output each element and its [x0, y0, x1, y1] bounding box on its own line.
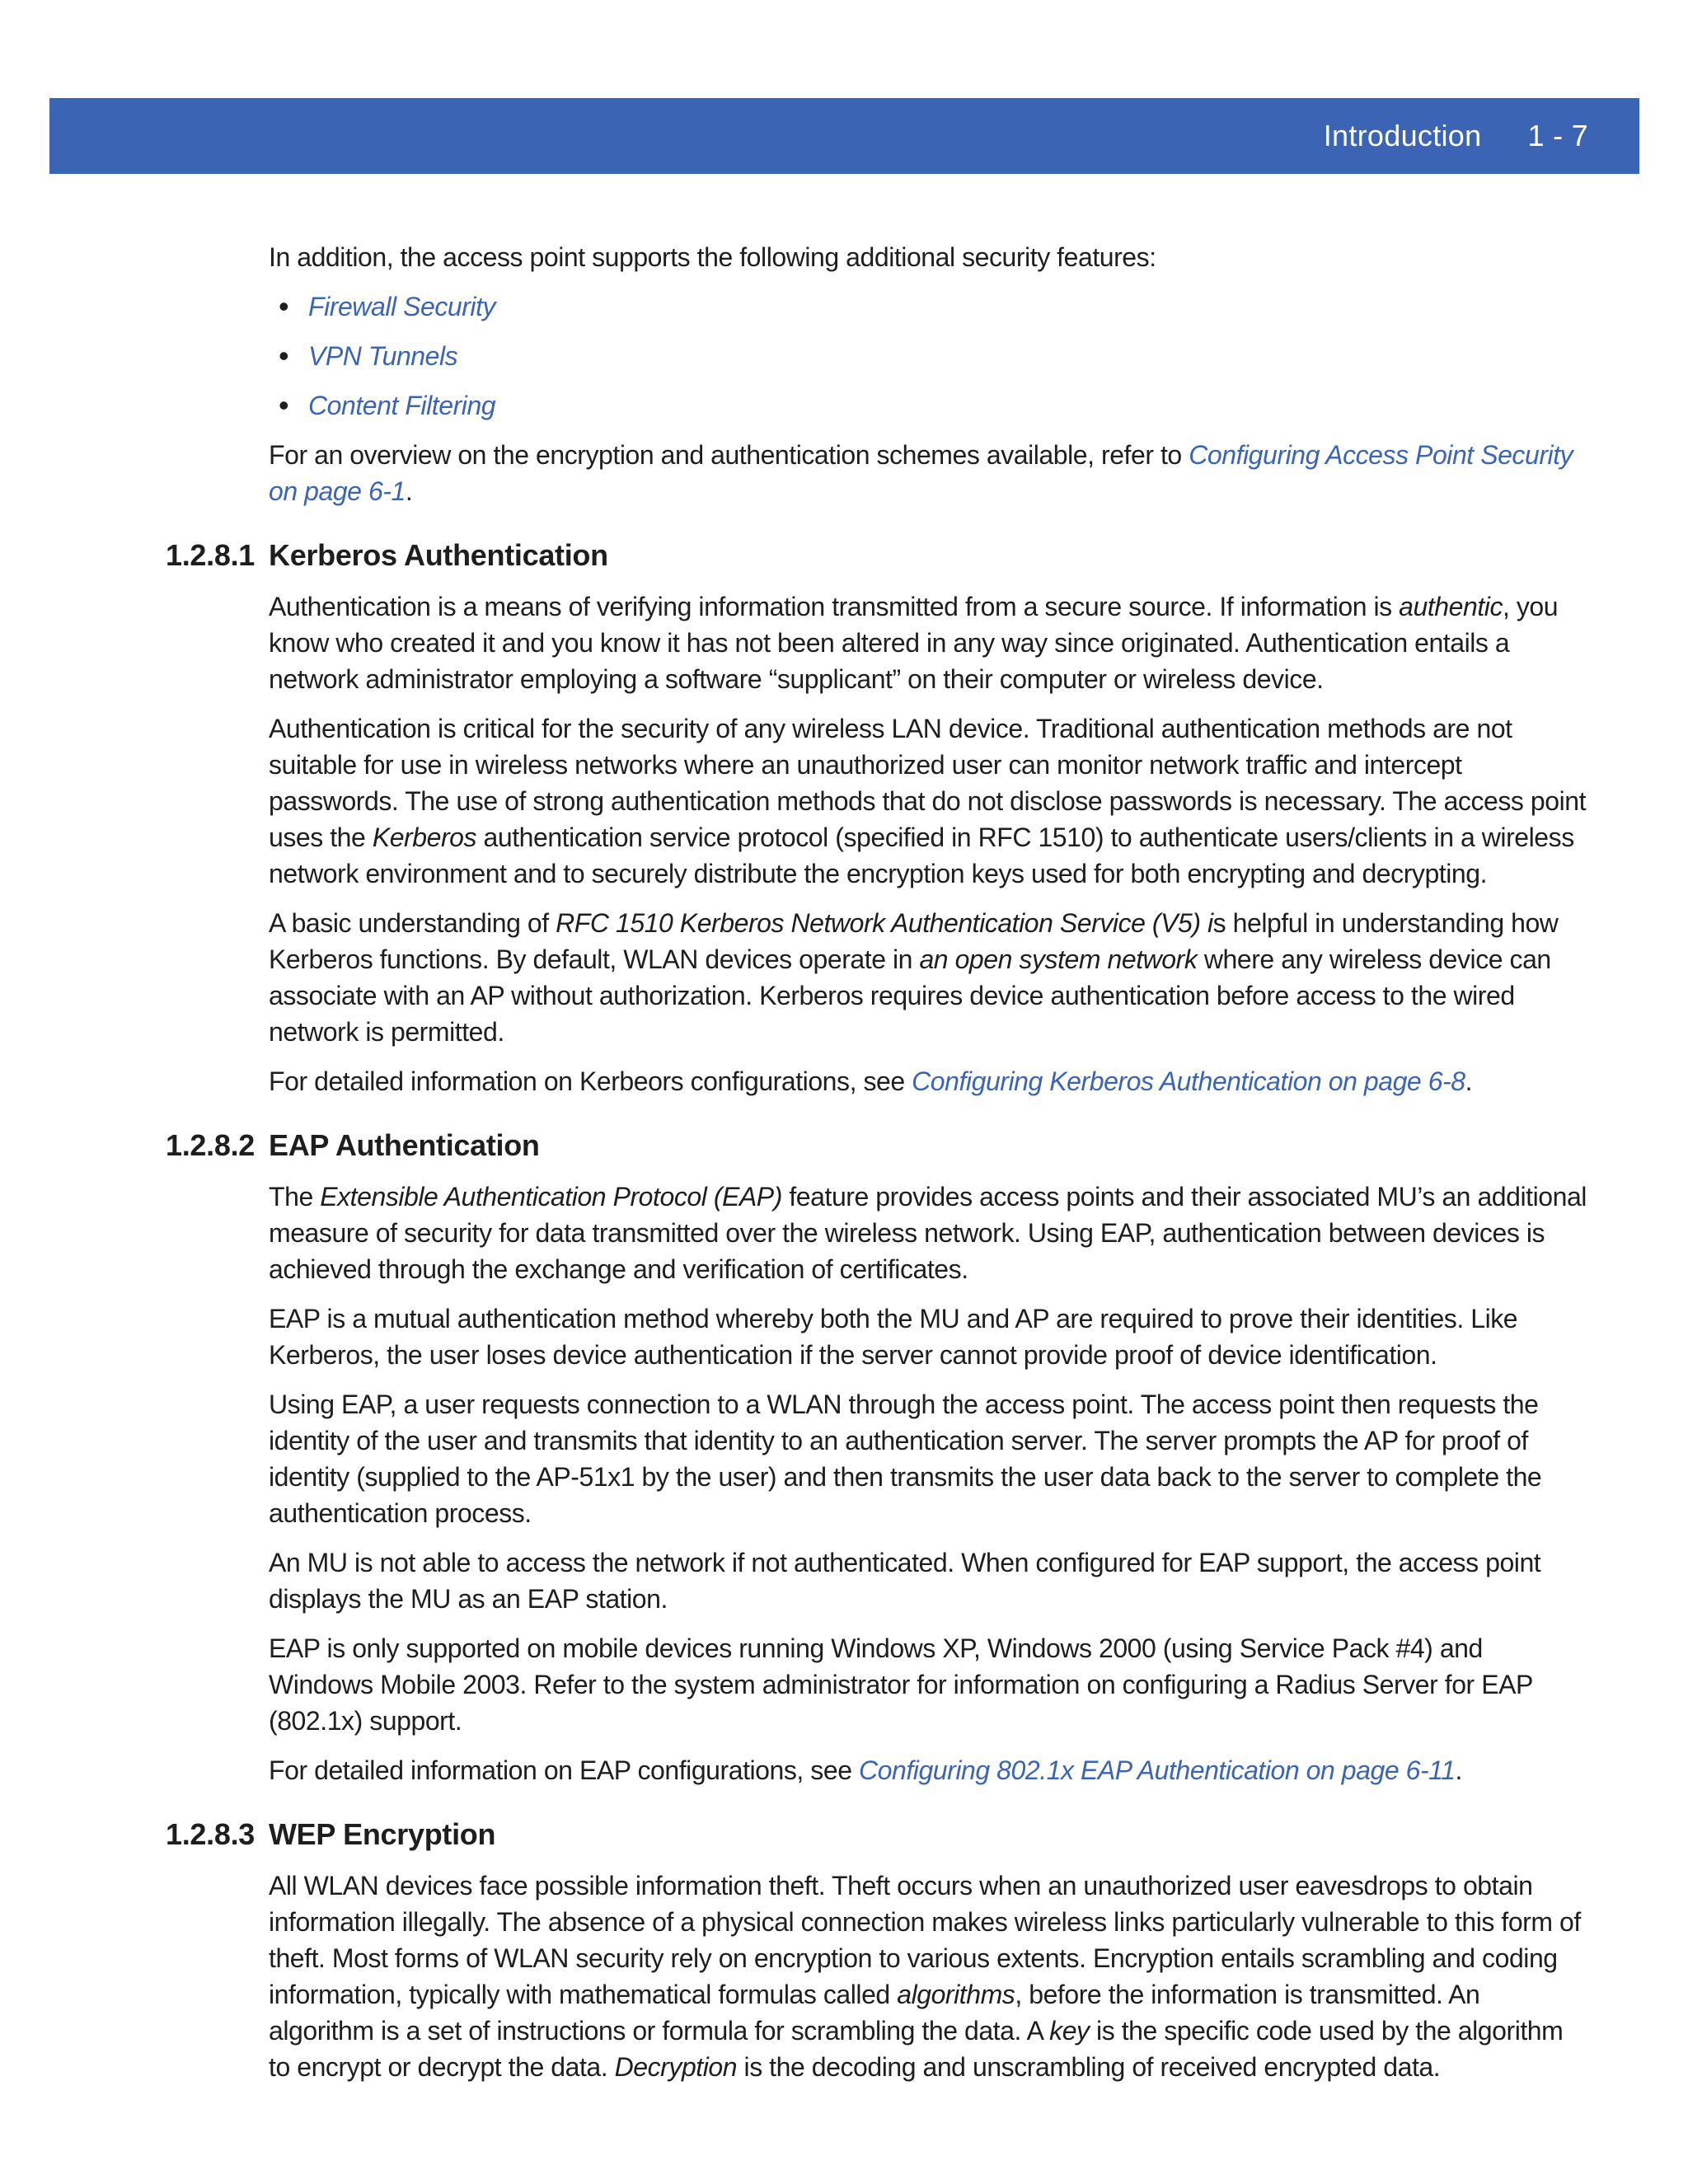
text-run: The [269, 1182, 321, 1212]
eap-paragraph-3: Using EAP, a user requests connection to a WLAN through the access point. The access point then requests the identity of the user and transmits that identity to an authentication server. The server prompts the AP for proof of identity (supplied to the AP-51x1 by the user) and then transmits the user data back to the server to complete the authentication process. [269, 1390, 1542, 1528]
section-number: 1.2.8.3 [166, 1817, 255, 1851]
text-run: authentication service protocol (specified in RFC 1510) to authenticate users/clients in a wireless network environment and to securely distribute the encryption keys used for both encrypting and decrypting. [269, 823, 1574, 888]
text-run: is the decoding and unscrambling of received encrypted data. [737, 2052, 1441, 2082]
page-header [49, 98, 1639, 174]
text-run: A basic understanding of [269, 908, 556, 938]
text-run: . [1455, 1755, 1462, 1785]
text-run: , before the information is transmitted. An algorithm is a set of instructions or formula for scrambling the data. A [269, 1980, 1480, 2046]
section-title: Kerberos Authentication [269, 538, 608, 572]
text-run: where any wireless device can associate with an AP without authorization. Kerberos requires device authentication before access to the wired network is permitted. [269, 944, 1551, 1047]
content-filtering-link[interactable]: Content Filtering [308, 391, 496, 420]
emphasis: RFC 1510 Kerberos Network Authentication Service (V5) i [556, 908, 1213, 938]
text-run: Authentication is a means of verifying information transmitted from a secure source. If information is [269, 592, 1400, 621]
kerberos-paragraph-3 [269, 905, 1587, 1050]
list-item [269, 288, 1587, 325]
eap-paragraph-4: An MU is not able to access the network if not authenticated. When configured for EAP support, the access point displays the MU as an EAP station. [269, 1548, 1541, 1614]
kerberos-paragraph-2 [269, 710, 1587, 892]
emphasis: authentic [1399, 592, 1503, 621]
security-features-list [269, 288, 1587, 424]
page-body [166, 239, 1587, 2098]
section-number: 1.2.8.1 [166, 538, 255, 572]
section-heading-wep [166, 1816, 1587, 1853]
section-title: WEP Encryption [269, 1817, 496, 1851]
text-run: , you know who created it and you know it has not been altered in any way since originated. Authentication entails a network administrator employing a software “supplicant” on their computer or wireless device. [269, 592, 1559, 694]
vpn-tunnels-link[interactable]: VPN Tunnels [308, 341, 458, 371]
overview-end: . [405, 476, 413, 506]
emphasis: key [1049, 2016, 1090, 2046]
section-number: 1.2.8.2 [166, 1128, 255, 1162]
emphasis: Kerberos [372, 823, 477, 852]
emphasis: an open system network [919, 944, 1198, 974]
text-run: feature provides access points and their associated MU’s an additional measure of security for data transmitted over the wireless network. Using EAP, authentication between devices is achieved through the exchange and verification of certificates. [269, 1182, 1587, 1284]
text-run: Authentication is critical for the security of any wireless LAN device. Traditional authentication methods are not suitable for use in wireless networks where an unauthorized user can monitor network traffic and intercept passwords. The use of strong authentication methods that do not disclose passwords is necessary. The access point uses the [269, 714, 1587, 852]
text-run: s helpful in understanding how Kerberos functions. By default, WLAN devices operate in [269, 908, 1559, 974]
eap-paragraph-1 [269, 1179, 1587, 1287]
wep-paragraph-1 [269, 1868, 1587, 2085]
overview-text: For an overview on the encryption and authentication schemes available, refer to [269, 440, 1189, 470]
eap-paragraph-5: EAP is only supported on mobile devices running Windows XP, Windows 2000 (using Service Pack #4) and Windows Mobile 2003. Refer to the system administrator for information on configuring a Radius Server for EAP (802.1x) support. [269, 1633, 1533, 1736]
kerberos-paragraph-4 [269, 1063, 1587, 1099]
eap-paragraph-6 [269, 1752, 1587, 1788]
text-run: is the specific code used by the algorithm to encrypt or decrypt the data. [269, 2016, 1564, 2082]
emphasis: Extensible Authentication Protocol (EAP) [320, 1182, 782, 1212]
security-config-link[interactable]: Configuring Access Point Security on page 6-1 [269, 440, 1573, 506]
page-number: 1 - 7 [1527, 119, 1588, 152]
text-run: For detailed information on EAP configurations, see [269, 1755, 859, 1785]
section-title: EAP Authentication [269, 1128, 540, 1162]
text-run: For detailed information on Kerbeors configurations, see [269, 1066, 912, 1096]
list-item [269, 387, 1587, 424]
eap-config-link[interactable]: Configuring 802.1x EAP Authentication on page 6-11 [859, 1755, 1456, 1785]
section-heading-kerberos [166, 537, 1587, 574]
firewall-security-link[interactable]: Firewall Security [308, 292, 496, 321]
overview-paragraph [269, 437, 1587, 509]
kerberos-config-link[interactable]: Configuring Kerberos Authentication on page 6-8 [912, 1066, 1465, 1096]
section-heading-eap [166, 1127, 1587, 1164]
eap-paragraph-2: EAP is a mutual authentication method whereby both the MU and AP are required to prove their identities. Like Kerberos, the user loses device authentication if the server cannot provide proof of device identification. [269, 1304, 1518, 1370]
emphasis: algorithms [897, 1980, 1015, 2009]
text-run: . [1465, 1066, 1473, 1096]
text-run: All WLAN devices face possible information theft. Theft occurs when an unauthorized user eavesdrops to obtain information illegally. The absence of a physical connection makes wireless links particularly vulnerable to this form of theft. Most forms of WLAN security rely on encryption to various extents. Encryption entails scrambling and coding information, typically with mathematical formulas called [269, 1871, 1581, 2009]
kerberos-paragraph-1 [269, 588, 1587, 697]
intro-paragraph: In addition, the access point supports the following additional security features: [269, 242, 1156, 272]
emphasis: Decryption [614, 2052, 738, 2082]
chapter-title: Introduction [1323, 119, 1482, 152]
list-item [269, 338, 1587, 374]
